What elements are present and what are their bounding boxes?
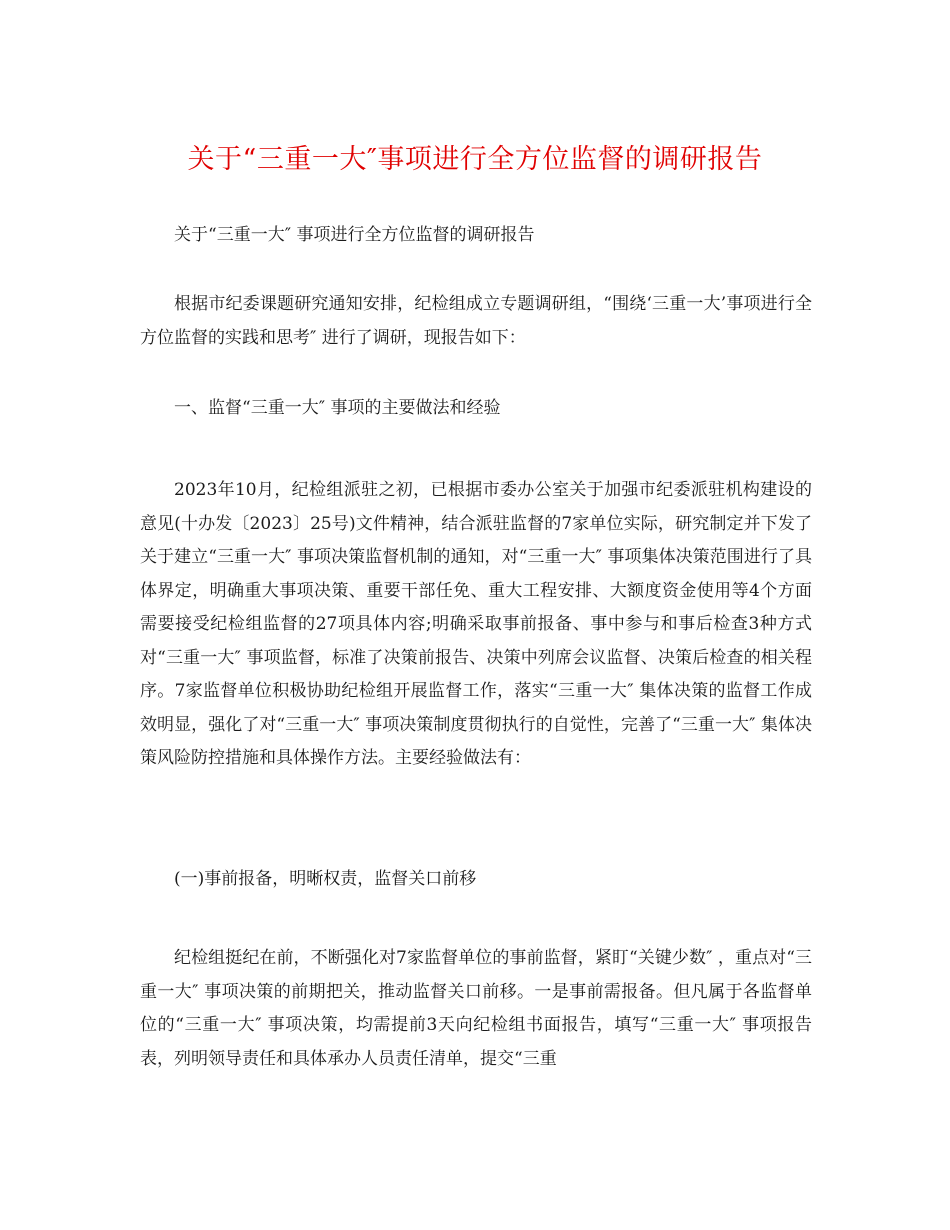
- document-subtitle: 关于“三重一大″ 事项进行全方位监督的调研报告: [174, 225, 535, 245]
- section-body-paragraph: 2023年10月，纪检组派驻之初，已根据市委办公室关于加强市纪委派驻机构建设的意见(十办发〔2023〕25号)文件精神，结合派驻监督的7家单位实际，研究制定并下发了关于建立“三重一大″ 事项决策监督机制的通知，对“三重一大″ 事项集体决策范围进行了具体界定，明确重大事项决策、重要干部任免、重大工程安排、大额度资金使用等4个方面需要接受纪检组监督的27项具体内容;明确采取事前报备、事中参与和事后检查3种方式对“三重一大″ 事项监督，标准了决策前报告、决策中列席会议监督、决策后检查的相关程序。7家监督单位积极协助纪检组开展监督工作，落实“三重一大″ 集体决策的监督工作成效明显，强化了对“三重一大″ 事项决策制度贯彻执行的自觉性，完善了“三重一大″ 集体决策风险防控措施和具体操作方法。主要经验做法有：: [140, 480, 812, 768]
- intro-paragraph: 根据市纪委课题研究通知安排，纪检组成立专题调研组，“围绕‘三重一大’事项进行全方位监督的实践和思考″ 进行了调研，现报告如下：: [140, 294, 812, 348]
- document-title: 关于“三重一大″事项进行全方位监督的调研报告: [187, 144, 763, 175]
- subsection-body-paragraph: 纪检组挺纪在前，不断强化对7家监督单位的事前监督，紧盯“关键少数″ ，重点对“三重一大″ 事项决策的前期把关，推动监督关口前移。一是事前需报备。但凡属于各监督单位的“三重一大″ 事项决策，均需提前3天向纪检组书面报告，填写“三重一大″ 事项报告表，列明领导责任和具体承办人员责任清单，提交“三重: [140, 948, 812, 1069]
- subsection-heading: (一)事前报备，明晰权责，监督关口前移: [174, 869, 477, 889]
- section-heading: 一、监督“三重一大″ 事项的主要做法和经验: [174, 398, 501, 418]
